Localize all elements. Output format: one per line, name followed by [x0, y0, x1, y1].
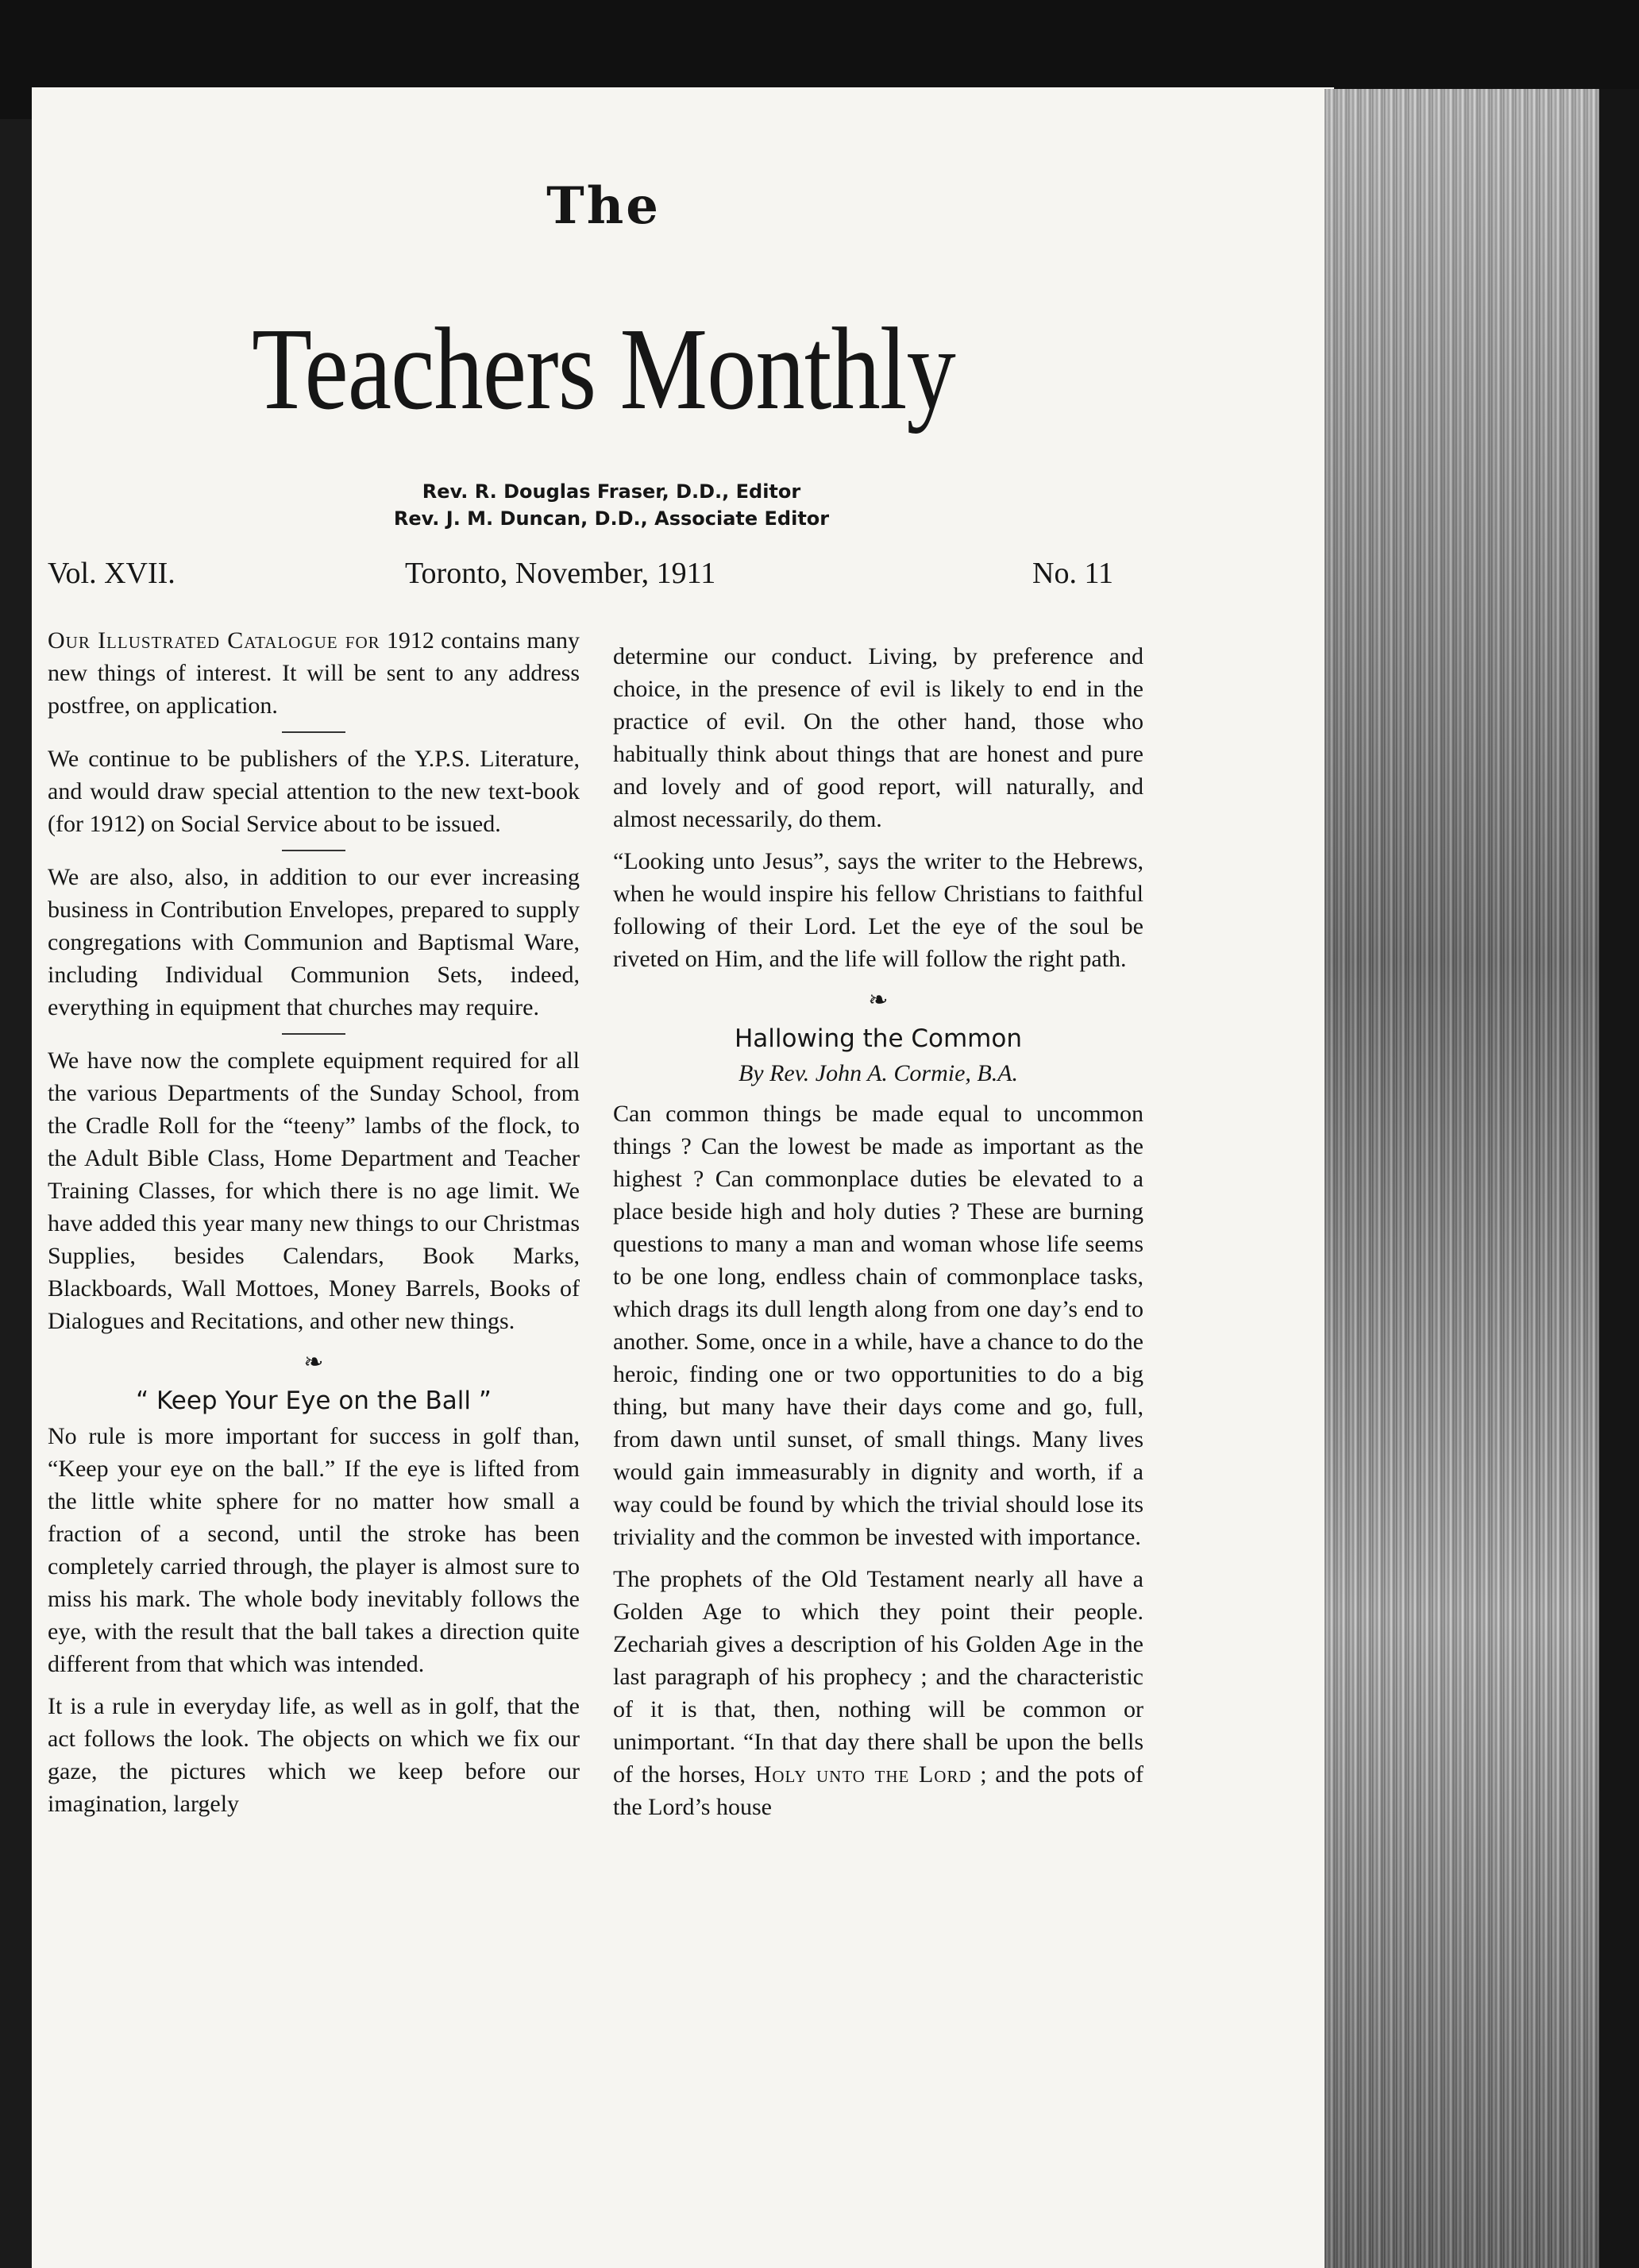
leaf-ornament-icon: ❧: [868, 986, 889, 1014]
article-byline: By Rev. John A. Cormie, B.A.: [738, 1060, 1019, 1086]
divider-rule: [282, 1033, 345, 1035]
masthead-the: The: [546, 176, 661, 236]
volume-number: Vol. XVII.: [48, 557, 175, 590]
article-title-hallowing: Hallowing the Common: [735, 1024, 1022, 1053]
divider-rule: [282, 731, 345, 733]
editor-line: Rev. R. Douglas Fraser, D.D., Editor: [422, 480, 801, 503]
yps-paragraph: We continue to be publishers of the Y.P.S. Literature, and would draw special attention to the new text-book (for 1912) on Social Service about to be issued.: [48, 746, 580, 837]
masthead-title: Teachers Monthly: [252, 304, 955, 434]
issue-line: [48, 556, 1136, 596]
equipment-paragraph: We have now the complete equipment required for all the various Departments of the Sunday School, from the Cradle Roll for the “teeny” lambs of the flock, to the Adult Bible Class, Home Department and Teacher Training Classes, for which there is no age limit. We have added this year many new things to our Christmas Supplies, besides Calendars, Book Marks, Blackboards, Wall Mottoes, Money Barrels, Books of Dialogues and Recitations, and other new things.: [48, 1047, 580, 1334]
place-date: Toronto, November, 1911: [405, 557, 716, 590]
hebrews-paragraph: “Looking unto Jesus”, says the writer to the Hebrews, when he would inspire his fellow Christians to faithful following of their Lord. Let the eye of the soul be riveted on Him, and the life will follow the right path.: [613, 848, 1143, 972]
continuation-paragraph: determine our conduct. Living, by preference and choice, in the presence of evil is likely to end in the practice of evil. On the other hand, those who habitually think about things that are honest and pure and lovely and of good report, will naturally, and almost necessarily, do them.: [613, 643, 1143, 832]
holy-unto-the-lord: Holy unto the Lord: [754, 1761, 972, 1788]
article-title-keep-your-eye: “ Keep Your Eye on the Ball ”: [136, 1387, 492, 1415]
article-paragraph: It is a rule in everyday life, as well as in golf, that the act follows the look. The objects on which we fix our gaze, the pictures which we keep before our imagination, largely: [48, 1693, 580, 1817]
paragraph-end: ; and the pots of the Lord’s house: [613, 1761, 1144, 1820]
catalogue-lead: Our Illustrated Catalogue for: [48, 627, 380, 654]
page-edges: [1325, 89, 1599, 2268]
left-column: [48, 624, 580, 1830]
right-column: [613, 640, 1143, 1833]
catalogue-paragraph: [48, 624, 580, 722]
editors-block: [334, 478, 889, 532]
catalogue-rest: 1912 contains many new things of interest. It will be sent to any address postfree, on application.: [48, 627, 580, 719]
associate-editor-line: Rev. J. M. Duncan, D.D., Associate Editor: [393, 507, 830, 530]
article-paragraph: [613, 1563, 1143, 1823]
envelopes-paragraph: We are also, also, in addition to our ever increasing business in Contribution Envelopes, prepared to supply congregations with Communion and Baptismal Ware, including Individual Communion Sets, indeed, everything in equipment that churches may require.: [48, 864, 580, 1020]
issue-number: No. 11: [1032, 557, 1114, 590]
article-paragraph: Can common things be made equal to uncommon things ? Can the lowest be made as important as the highest ? Can commonplace duties be elevated to a place beside high and holy duties ? These are burning questions to many a man and woman whose life seems to be one long, endless chain of commonplace tasks, which drags its dull length along from one day’s end to another. Some, once in a while, have a chance to do the heroic, finding one or two opportunities to do a big thing, but many have their days come and go, full, from dawn until sunset, of small things. Many lives would gain immeasurably in dignity and worth, if a way could be found by which the trivial should lose its triviality and the common be invested with importance.: [613, 1101, 1143, 1550]
paragraph-start: The prophets of the Old Testament nearly all have a Golden Age to which they point their people. Zechariah gives a description of his Golden Age in the last paragraph of his prophecy ; and the characteristic of it is that, then, nothing will be common or unimportant. “In that day there shall be upon the bells of the horses,: [613, 1566, 1143, 1788]
scan-background-right: [1599, 89, 1639, 2268]
leaf-ornament-icon: ❧: [303, 1348, 324, 1376]
article-paragraph: No rule is more important for success in golf than, “Keep your eye on the ball.” If the eye is lifted from the little white sphere for no matter how small a fraction of a second, until the stroke has been completely carried through, the player is almost sure to miss his mark. The whole body inevitably follows the eye, with the result that the ball takes a direction quite different from that which was intended.: [48, 1423, 580, 1677]
divider-rule: [282, 850, 345, 851]
